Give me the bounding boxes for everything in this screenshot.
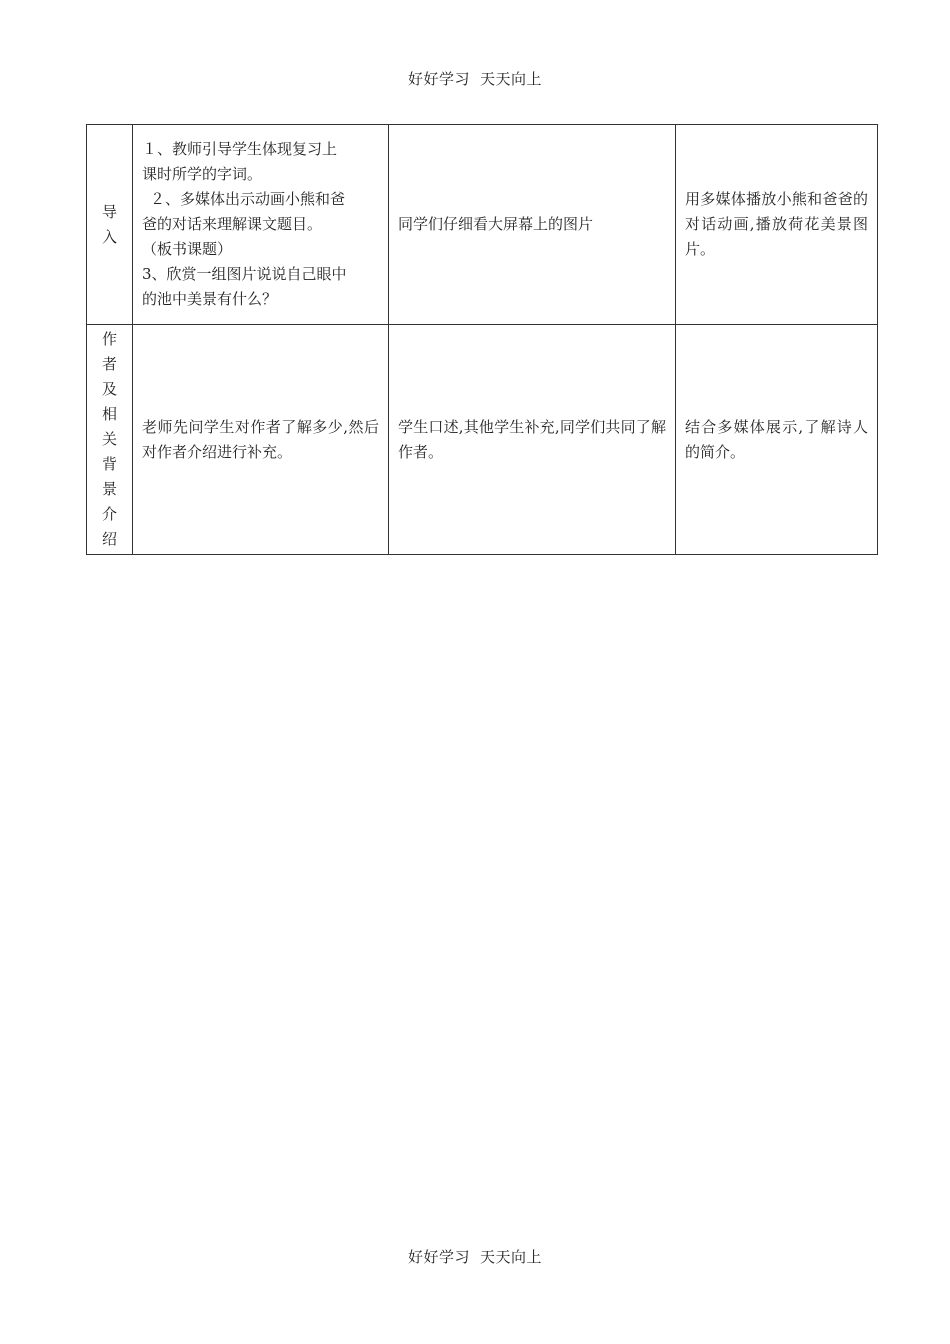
page-footer	[0, 1246, 950, 1267]
teacher-line: ２、多媒体出示动画小熊和爸	[150, 190, 346, 208]
teacher-activity-text: 老师先问学生对作者了解多少,然后对作者介绍进行补充。	[142, 417, 379, 461]
teacher-line: 爸的对话来理解课文题目。	[142, 215, 323, 233]
stage-cell-author	[87, 325, 133, 555]
student-activity-cell-author	[389, 325, 676, 555]
teacher-line: 3、欣赏一组图片说说自己眼中	[142, 265, 347, 283]
page-header	[0, 68, 950, 89]
stage-label: 导入	[101, 202, 117, 246]
design-intent-cell-intro	[676, 125, 878, 325]
header-right-text: 天天向上	[480, 70, 543, 88]
student-activity-cell-intro	[389, 125, 676, 325]
stage-cell-intro	[87, 125, 133, 325]
student-activity-text: 学生口述,其他学生补充,同学们共同了解作者。	[398, 417, 666, 461]
teacher-activity-cell-intro	[133, 125, 389, 325]
lesson-plan-table	[86, 124, 878, 555]
design-intent-text: 结合多媒体展示,了解诗人的简介。	[685, 417, 868, 461]
header-left-text: 好好学习	[407, 70, 470, 88]
footer-right-text: 天天向上	[480, 1248, 543, 1266]
table-row-author	[87, 325, 878, 555]
teacher-activity-cell-author	[133, 325, 389, 555]
design-intent-cell-author	[676, 325, 878, 555]
design-intent-text: 用多媒体播放小熊和爸爸的对话动画,播放荷花美景图片。	[685, 190, 868, 258]
footer-left-text: 好好学习	[407, 1248, 470, 1266]
stage-label: 作者及相关背景介绍	[101, 330, 117, 548]
student-activity-text: 同学们仔细看大屏幕上的图片	[398, 215, 594, 233]
teacher-line: 的池中美景有什么？	[142, 290, 278, 308]
table-row-intro	[87, 125, 878, 325]
teacher-line: （板书课题）	[142, 240, 233, 258]
teacher-line: 课时所学的字词。	[142, 165, 263, 183]
teacher-line: １、教师引导学生体现复习上	[142, 140, 338, 158]
